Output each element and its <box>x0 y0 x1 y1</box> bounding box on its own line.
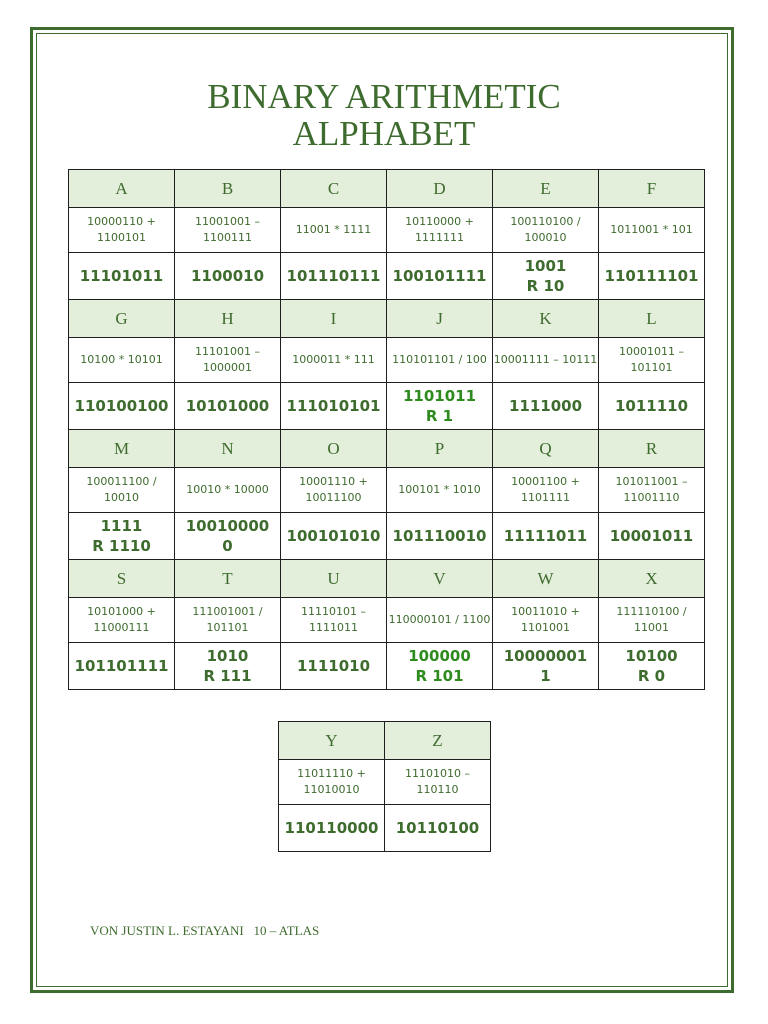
problem-cell-r: 101011001 – 11001110 <box>599 468 705 513</box>
problem-cell-p: 100101 * 1010 <box>387 468 493 513</box>
answer-value: 100101010 <box>286 527 381 545</box>
spacer-cell <box>69 690 705 691</box>
answer-value: 110111101 <box>604 267 699 285</box>
answer-value: 10010000 0 <box>185 517 270 555</box>
letter-cell-r: R <box>599 430 705 468</box>
letter-row <box>69 430 705 468</box>
problem-row <box>279 760 491 805</box>
alphabet-table-yz <box>278 721 491 852</box>
letter-row <box>69 300 705 338</box>
answer-cell-k <box>493 383 599 430</box>
answer-cell-q <box>493 513 599 560</box>
answer-value: 1011110 <box>614 397 689 415</box>
letter-cell-n: N <box>175 430 281 468</box>
problem-row <box>69 208 705 253</box>
problem-cell-n: 10010 * 10000 <box>175 468 281 513</box>
letter-cell-s: S <box>69 560 175 598</box>
answer-value: 10100 R 0 <box>625 647 678 685</box>
problem-row <box>69 468 705 513</box>
letter-cell-y: Y <box>279 722 385 760</box>
answer-cell-o <box>281 513 387 560</box>
answer-cell-d <box>387 253 493 300</box>
problem-cell-y: 11011110 + 11010010 <box>279 760 385 805</box>
letter-cell-x: X <box>599 560 705 598</box>
letter-cell-w: W <box>493 560 599 598</box>
answer-cell-m <box>69 513 175 560</box>
answer-cell-s <box>69 643 175 690</box>
letter-cell-j: J <box>387 300 493 338</box>
answer-cell-z <box>385 805 491 852</box>
answer-cell-t <box>175 643 281 690</box>
answer-value: 111010101 <box>286 397 381 415</box>
letter-cell-p: P <box>387 430 493 468</box>
answer-cell-r <box>599 513 705 560</box>
alphabet-table <box>68 169 705 690</box>
answer-row <box>279 805 491 852</box>
letter-cell-z: Z <box>385 722 491 760</box>
letter-row <box>69 560 705 598</box>
answer-cell-v <box>387 643 493 690</box>
page-title <box>0 78 768 152</box>
answer-cell-h <box>175 383 281 430</box>
letter-cell-f: F <box>599 170 705 208</box>
answer-value: 10001011 <box>609 527 694 545</box>
answer-cell-u <box>281 643 387 690</box>
problem-cell-j: 110101101 / 100 <box>387 338 493 383</box>
answer-cell-e <box>493 253 599 300</box>
letter-cell-a: A <box>69 170 175 208</box>
title-line-1: BINARY ARITHMETIC <box>207 77 561 116</box>
answer-value: 10000001 1 <box>503 647 588 685</box>
answer-value: 10101000 <box>185 397 270 415</box>
letter-cell-t: T <box>175 560 281 598</box>
spacer-row <box>69 690 705 691</box>
answer-value: 101101111 <box>74 657 169 675</box>
problem-cell-b: 11001001 – 1100111 <box>175 208 281 253</box>
letter-cell-v: V <box>387 560 493 598</box>
answer-value: 101110111 <box>286 267 381 285</box>
answer-value: 1111000 <box>508 397 583 415</box>
problem-cell-k: 10001111 – 10111 <box>493 338 599 383</box>
letter-cell-g: G <box>69 300 175 338</box>
problem-cell-m: 100011100 / 10010 <box>69 468 175 513</box>
answer-cell-i <box>281 383 387 430</box>
letter-row <box>279 722 491 760</box>
problem-cell-e: 100110100 / 100010 <box>493 208 599 253</box>
answer-row <box>69 643 705 690</box>
letter-cell-h: H <box>175 300 281 338</box>
answer-value: 101110010 <box>392 527 487 545</box>
problem-cell-c: 11001 * 1111 <box>281 208 387 253</box>
letter-cell-l: L <box>599 300 705 338</box>
letter-cell-q: Q <box>493 430 599 468</box>
problem-cell-g: 10100 * 10101 <box>69 338 175 383</box>
answer-value: 100000 R 101 <box>408 647 471 685</box>
problem-row <box>69 338 705 383</box>
problem-cell-l: 10001011 – 101101 <box>599 338 705 383</box>
title-line-2: ALPHABET <box>292 114 476 153</box>
problem-cell-v: 110000101 / 1100 <box>387 598 493 643</box>
answer-cell-n <box>175 513 281 560</box>
answer-value: 110100100 <box>74 397 169 415</box>
problem-cell-d: 10110000 + 1111111 <box>387 208 493 253</box>
answer-cell-x <box>599 643 705 690</box>
problem-cell-w: 10011010 + 1101001 <box>493 598 599 643</box>
answer-cell-b <box>175 253 281 300</box>
answer-value: 11111011 <box>503 527 588 545</box>
problem-cell-a: 10000110 + 1100101 <box>69 208 175 253</box>
answer-row <box>69 513 705 560</box>
answer-cell-f <box>599 253 705 300</box>
problem-row <box>69 598 705 643</box>
answer-cell-l <box>599 383 705 430</box>
author-footer: VON JUSTIN L. ESTAYANI 10 – ATLAS <box>90 923 320 938</box>
letter-cell-m: M <box>69 430 175 468</box>
letter-cell-c: C <box>281 170 387 208</box>
letter-cell-e: E <box>493 170 599 208</box>
answer-value: 11101011 <box>79 267 164 285</box>
answer-value: 1100010 <box>190 267 265 285</box>
answer-cell-g <box>69 383 175 430</box>
letter-cell-o: O <box>281 430 387 468</box>
answer-row <box>69 383 705 430</box>
problem-cell-f: 1011001 * 101 <box>599 208 705 253</box>
problem-cell-i: 1000011 * 111 <box>281 338 387 383</box>
answer-value: 110110000 <box>284 819 379 837</box>
answer-value: 10110100 <box>395 819 480 837</box>
answer-cell-w <box>493 643 599 690</box>
problem-cell-z: 11101010 – 110110 <box>385 760 491 805</box>
answer-cell-a <box>69 253 175 300</box>
answer-value: 100101111 <box>392 267 487 285</box>
letter-cell-k: K <box>493 300 599 338</box>
problem-cell-x: 111110100 / 11001 <box>599 598 705 643</box>
problem-cell-h: 11101001 – 1000001 <box>175 338 281 383</box>
letter-cell-i: I <box>281 300 387 338</box>
letter-row <box>69 170 705 208</box>
letter-cell-d: D <box>387 170 493 208</box>
problem-cell-t: 111001001 / 101101 <box>175 598 281 643</box>
problem-cell-q: 10001100 + 1101111 <box>493 468 599 513</box>
letter-cell-u: U <box>281 560 387 598</box>
problem-cell-o: 10001110 + 10011100 <box>281 468 387 513</box>
answer-cell-p <box>387 513 493 560</box>
answer-cell-c <box>281 253 387 300</box>
answer-cell-y <box>279 805 385 852</box>
answer-value: 1111010 <box>296 657 371 675</box>
answer-value: 1101011 R 1 <box>402 387 477 425</box>
letter-cell-b: B <box>175 170 281 208</box>
problem-cell-u: 11110101 – 1111011 <box>281 598 387 643</box>
answer-row <box>69 253 705 300</box>
answer-value: 1001 R 10 <box>524 257 567 295</box>
answer-value: 1111 R 1110 <box>92 517 151 555</box>
problem-cell-s: 10101000 + 11000111 <box>69 598 175 643</box>
answer-value: 1010 R 111 <box>203 647 252 685</box>
answer-cell-j <box>387 383 493 430</box>
